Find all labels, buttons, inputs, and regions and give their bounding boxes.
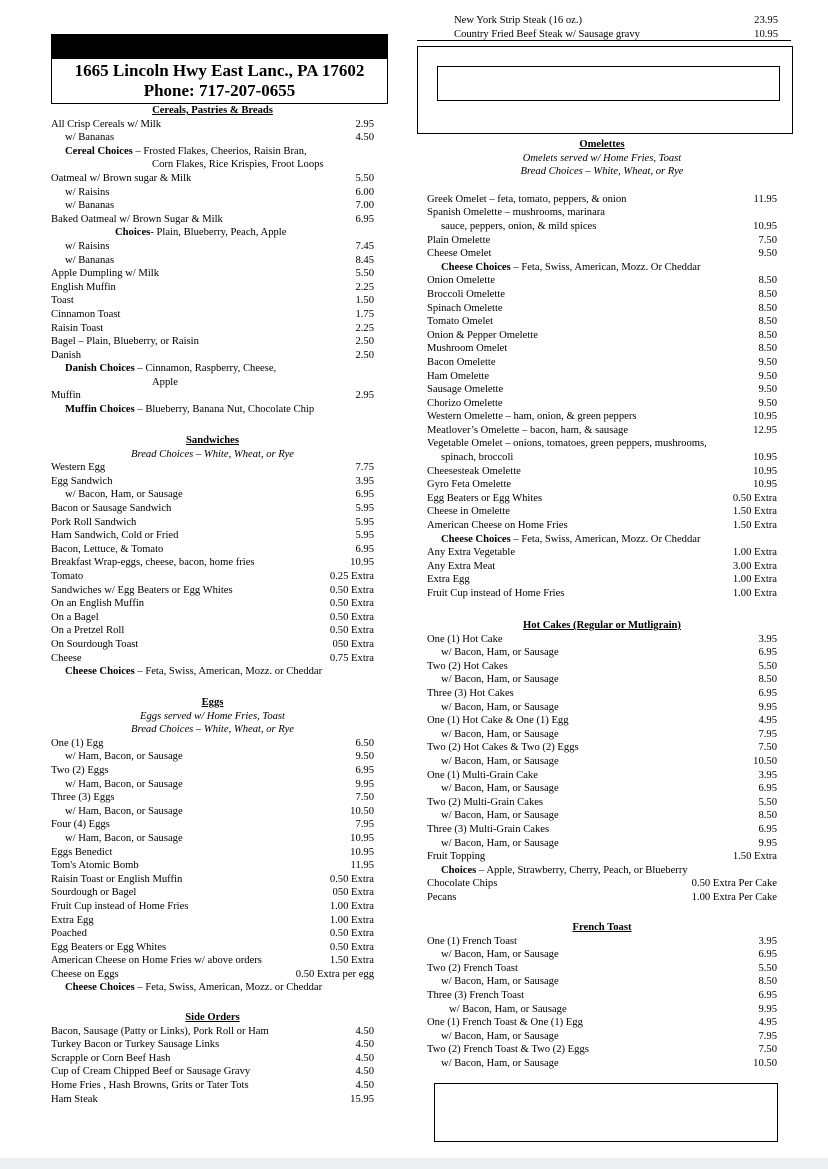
list-item: One (1) French Toast & One (1) Egg 4.95	[427, 1017, 777, 1029]
list-item: On an English Muffin 0.50 Extra	[51, 598, 374, 610]
choices-note: Cheese Choices – Feta, Swiss, American, Mozz. Or Cheddar	[441, 533, 701, 545]
section-subtitle: Bread Choices – White, Wheat, or Rye	[520, 166, 684, 178]
list-item: w/ Ham, Bacon, or Sausage 10.95	[65, 832, 374, 844]
choices-note-cont: Corn Flakes, Rice Krispies, Froot Loops	[152, 159, 324, 171]
list-item: Cheese in Omelette 1.50 Extra	[427, 506, 777, 518]
list-item: Greek Omelet – feta, tomato, peppers, & onion 11.95	[427, 193, 777, 205]
list-item: Any Extra Meat 3.00 Extra	[427, 560, 777, 572]
list-item: Sourdough or Bagel 050 Extra	[51, 887, 374, 899]
list-item: English Muffin 2.25	[51, 281, 374, 293]
promo-inner-box	[437, 66, 780, 101]
list-item: Fruit Cup instead of Home Fries 1.00 Extra	[427, 588, 777, 599]
list-item: Home Fries , Hash Browns, Grits or Tater Tots 4.50	[51, 1079, 374, 1091]
list-item: Ham Sandwich, Cold or Fried 5.95	[51, 530, 374, 542]
list-item: w/ Bacon, Ham, or Sausage 8.50	[441, 674, 777, 686]
list-item: Bagel – Plain, Blueberry, or Raisin 2.50	[51, 336, 374, 348]
list-item: w/ Bacon, Ham, or Sausage 9.95	[449, 1003, 777, 1015]
list-item: Sausage Omelette 9.50	[427, 384, 777, 396]
list-item: Pecans 1.00 Extra Per Cake	[427, 891, 777, 903]
list-item: Turkey Bacon or Turkey Sausage Links 4.50	[51, 1039, 374, 1051]
eggs-section	[51, 696, 374, 995]
choices-note: Choices – Apple, Strawberry, Cherry, Peach, or Blueberry	[441, 864, 688, 876]
list-item: Three (3) Eggs 7.50	[51, 792, 374, 804]
list-item: One (1) Hot Cake & One (1) Egg 4.95	[427, 715, 777, 727]
list-item: Cheese Omelet 9.50	[427, 248, 777, 260]
list-item: Tomato Omelet 8.50	[427, 316, 777, 328]
list-item: Vegetable Omelet – onions, tomatoes, green peppers, mushrooms,	[427, 438, 707, 450]
list-item: Western Egg 7.75	[51, 462, 374, 474]
list-item: Mushroom Omelet 8.50	[427, 343, 777, 355]
choices-note: Cheese Choices – Feta, Swiss, American, Mozz. or Cheddar	[65, 666, 323, 678]
section-title-french-toast: French Toast	[572, 922, 632, 933]
list-item: One (1) Hot Cake 3.95	[427, 633, 777, 645]
address: 1665 Lincoln Hwy East Lanc., PA 17602	[74, 61, 365, 80]
list-item: Fruit Topping 1.50 Extra	[427, 851, 777, 863]
list-item: w/ Bacon, Ham, or Sausage 7.95	[441, 1030, 777, 1042]
list-item: Oatmeal w/ Brown sugar & Milk 5.50	[51, 172, 374, 184]
list-item: Danish 2.50	[51, 349, 374, 361]
list-item: Bacon Omelette 9.50	[427, 356, 777, 368]
list-item: Scrapple or Corn Beef Hash 4.50	[51, 1052, 374, 1064]
list-item: w/ Raisins 7.45	[65, 240, 374, 252]
choices-note: Choices- Plain, Blueberry, Peach, Apple	[115, 227, 287, 239]
choices-note: Danish Choices – Cinnamon, Raspberry, Cheese,	[65, 363, 277, 375]
list-item: w/ Bacon, Ham, or Sausage 6.95	[441, 647, 777, 659]
list-item: Bacon, Lettuce, & Tomato 6.95	[51, 543, 374, 555]
header-black-bar	[51, 34, 388, 58]
section-subtitle: Eggs served w/ Home Fries, Toast	[140, 710, 285, 722]
steak-section	[454, 14, 778, 41]
list-item: Onion & Pepper Omelette 8.50	[427, 329, 777, 341]
list-item: w/ Ham, Bacon, or Sausage 10.50	[65, 805, 374, 817]
list-item: w/ Bacon, Ham, or Sausage 8.50	[441, 976, 777, 988]
french-toast-section	[427, 921, 777, 1071]
choices-note: Cereal Choices – Frosted Flakes, Cheerios, Raisin Bran,	[65, 145, 307, 157]
list-item: Raisin Toast 2.25	[51, 322, 374, 334]
list-item: Two (2) Eggs 6.95	[51, 764, 374, 776]
list-item: Chocolate Chips 0.50 Extra Per Cake	[427, 878, 777, 890]
list-item: w/ Bacon, Ham, or Sausage 6.95	[441, 949, 777, 961]
list-item: Tom's Atomic Bomb 11.95	[51, 860, 374, 872]
list-item: All Crisp Cereals w/ Milk 2.95	[51, 118, 374, 130]
list-item: Spanish Omelette – mushrooms, marinara	[427, 207, 605, 219]
list-item: Country Fried Beef Steak w/ Sausage gravy 10.95	[454, 28, 778, 40]
list-item: Bacon, Sausage (Patty or Links), Pork Roll or Ham 4.50	[51, 1025, 374, 1037]
choices-note-cont: Apple	[152, 376, 178, 388]
list-item: One (1) Egg 6.50	[51, 737, 374, 749]
list-item: Two (2) French Toast 5.50	[427, 962, 777, 974]
list-item: w/ Raisins 6.00	[65, 186, 374, 198]
list-item: Ham Steak 15.95	[51, 1093, 374, 1105]
list-item: Egg Beaters or Egg Whites 0.50 Extra	[51, 941, 374, 953]
list-item: w/ Bananas 4.50	[65, 132, 374, 144]
divider	[417, 40, 791, 41]
list-item: w/ Bacon, Ham, or Sausage 6.95	[441, 783, 777, 795]
section-subtitle: Bread Choices – White, Wheat, or Rye	[131, 448, 294, 460]
list-item: Chorizo Omelette 9.50	[427, 397, 777, 409]
list-item: Two (2) French Toast & Two (2) Eggs 7.50	[427, 1044, 777, 1056]
list-item: Gyro Feta Omelette 10.95	[427, 479, 777, 491]
sandwiches-section	[51, 434, 374, 679]
list-item: New York Strip Steak (16 oz.) 23.95	[454, 15, 778, 26]
list-item: Toast 1.50	[51, 295, 374, 307]
list-item: w/ Bacon, Ham, or Sausage 7.95	[441, 728, 777, 740]
list-item: On Sourdough Toast 050 Extra	[51, 638, 374, 650]
viewer-bottom-bar	[0, 1158, 828, 1169]
section-title-cereals: Cereals, Pastries & Breads	[152, 105, 273, 116]
choices-note: Cheese Choices – Feta, Swiss, American, Mozz. or Cheddar	[65, 982, 323, 994]
header-box	[51, 58, 388, 104]
list-item: w/ Bananas 8.45	[65, 254, 374, 266]
section-title-hot-cakes: Hot Cakes (Regular or Mutligrain)	[523, 620, 681, 631]
section-title-omelettes: Omelettes	[579, 139, 625, 150]
list-item: On a Pretzel Roll 0.50 Extra	[51, 625, 374, 637]
list-item: w/ Bacon, Ham, or Sausage 9.95	[441, 701, 777, 713]
list-item: Plain Omelette 7.50	[427, 234, 777, 246]
list-item: Poached 0.50 Extra	[51, 928, 374, 940]
list-item: One (1) French Toast 3.95	[427, 935, 777, 947]
section-subtitle: Omelets served w/ Home Fries, Toast	[522, 152, 682, 164]
list-item: Two (2) Hot Cakes 5.50	[427, 660, 777, 672]
list-item: Bacon or Sausage Sandwich 5.95	[51, 502, 374, 514]
list-item: Sandwiches w/ Egg Beaters or Egg Whites 0.50 Extra	[51, 584, 374, 596]
list-item: Eggs Benedict 10.95	[51, 846, 374, 858]
list-item: Cheese 0.75 Extra	[51, 652, 374, 664]
list-item: Cheese on Eggs 0.50 Extra per egg	[51, 968, 374, 980]
list-item: Two (2) Multi-Grain Cakes 5.50	[427, 796, 777, 808]
list-item: Apple Dumpling w/ Milk 5.50	[51, 268, 374, 280]
choices-note: Muffin Choices – Blueberry, Banana Nut, Chocolate Chip	[65, 404, 315, 416]
list-item: w/ Bacon, Ham, or Sausage 6.95	[65, 489, 374, 501]
list-item: Egg Beaters or Egg Whites 0.50 Extra	[427, 492, 777, 504]
omelettes-section	[427, 138, 777, 601]
list-item: Meatlover’s Omelette – bacon, ham, & sausage 12.95	[427, 424, 777, 436]
section-title-eggs: Eggs	[201, 697, 224, 708]
list-item: On a Bagel 0.50 Extra	[51, 611, 374, 623]
list-item: Baked Oatmeal w/ Brown Sugar & Milk 6.95	[51, 213, 374, 225]
list-item: Cheesesteak Omelette 10.95	[427, 465, 777, 477]
list-item: Ham Omelette 9.50	[427, 370, 777, 382]
list-item: Three (3) Multi-Grain Cakes 6.95	[427, 823, 777, 835]
list-item: Muffin 2.95	[51, 390, 374, 402]
hot-cakes-section	[427, 619, 777, 904]
list-item: Three (3) Hot Cakes 6.95	[427, 687, 777, 699]
list-item: Broccoli Omelette 8.50	[427, 288, 777, 300]
list-item: American Cheese on Home Fries 1.50 Extra	[427, 520, 777, 532]
list-item: One (1) Multi-Grain Cake 3.95	[427, 769, 777, 781]
bottom-box	[434, 1083, 778, 1142]
list-item: sauce, peppers, onion, & mild spices 10.95	[441, 220, 777, 232]
list-item: American Cheese on Home Fries w/ above orders 1.50 Extra	[51, 955, 374, 967]
list-item: w/ Ham, Bacon, or Sausage 9.95	[65, 778, 374, 790]
list-item: Raisin Toast or English Muffin 0.50 Extra	[51, 873, 374, 885]
phone: Phone: 717-207-0655	[143, 81, 296, 100]
list-item: Extra Egg 1.00 Extra	[427, 574, 777, 586]
list-item: Spinach Omelette 8.50	[427, 302, 777, 314]
cereals-section	[51, 104, 374, 417]
list-item: Fruit Cup instead of Home Fries 1.00 Extra	[51, 900, 374, 912]
list-item: Tomato 0.25 Extra	[51, 570, 374, 582]
list-item: Cinnamon Toast 1.75	[51, 308, 374, 320]
list-item: w/ Bacon, Ham, or Sausage 10.50	[441, 1057, 777, 1069]
list-item: w/ Ham, Bacon, or Sausage 9.50	[65, 751, 374, 763]
section-subtitle: Bread Choices – White, Wheat, or Rye	[131, 724, 294, 736]
list-item: w/ Bananas 7.00	[65, 200, 374, 212]
list-item: Extra Egg 1.00 Extra	[51, 914, 374, 926]
list-item: Two (2) Hot Cakes & Two (2) Eggs 7.50	[427, 742, 777, 754]
side-orders-section	[51, 1011, 374, 1106]
section-title-sandwiches: Sandwiches	[186, 435, 239, 446]
list-item: Onion Omelette 8.50	[427, 275, 777, 287]
choices-note: Cheese Choices – Feta, Swiss, American, Mozz. Or Cheddar	[441, 261, 701, 273]
list-item: Western Omelette – ham, onion, & green peppers 10.95	[427, 411, 777, 423]
list-item: Any Extra Vegetable 1.00 Extra	[427, 547, 777, 559]
spacer	[427, 179, 777, 193]
list-item: Three (3) French Toast 6.95	[427, 989, 777, 1001]
list-item: Four (4) Eggs 7.95	[51, 819, 374, 831]
list-item: w/ Bacon, Ham, or Sausage 8.50	[441, 810, 777, 822]
list-item: w/ Bacon, Ham, or Sausage 10.50	[441, 755, 777, 767]
list-item: Cup of Cream Chipped Beef or Sausage Gravy 4.50	[51, 1066, 374, 1078]
list-item: Breakfast Wrap-eggs, cheese, bacon, home fries 10.95	[51, 557, 374, 569]
list-item: spinach, broccoli 10.95	[441, 452, 777, 464]
list-item: w/ Bacon, Ham, or Sausage 9.95	[441, 837, 777, 849]
section-title-side-orders: Side Orders	[185, 1012, 240, 1023]
list-item: Pork Roll Sandwich 5.95	[51, 516, 374, 528]
list-item: Egg Sandwich 3.95	[51, 475, 374, 487]
